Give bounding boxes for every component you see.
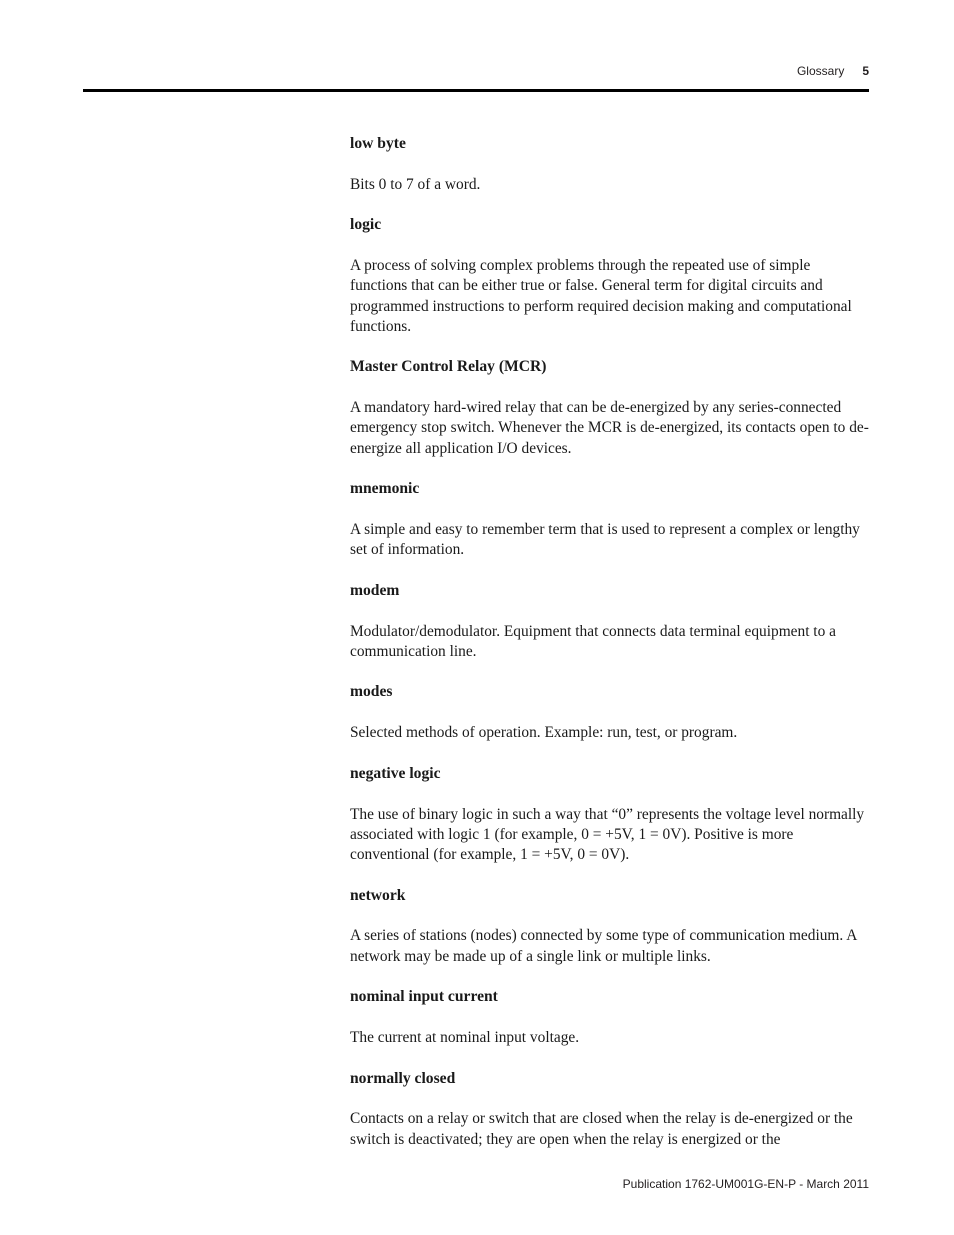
term-logic: logic	[350, 216, 382, 234]
definition-low-byte: Bits 0 to 7 of a word.	[350, 175, 481, 193]
glossary-body	[350, 134, 870, 1170]
term-negative-logic: negative logic	[350, 764, 441, 782]
definition-modem: Modulator/demodulator. Equipment that connects data terminal equipment to a communication line.	[350, 622, 836, 660]
definition-nominal-input-current: The current at nominal input voltage.	[350, 1028, 580, 1046]
definition-normally-closed: Contacts on a relay or switch that are closed when the relay is de-energized or the switch is deactivated; they are open when the relay is energized or the	[350, 1110, 853, 1148]
term-master-control-relay: Master Control Relay (MCR)	[350, 358, 547, 376]
definition-network: A series of stations (nodes) connected by some type of communication medium. A network may be made up of a single link or multiple links.	[350, 927, 857, 965]
definition-negative-logic: The use of binary logic in such a way that “0” represents the voltage level normally associated with logic 1 (for example, 0 = +5V, 1 = 0V). Positive is more conventional (for example, 1 = +5V, 0 = 0V).	[350, 805, 865, 863]
term-nominal-input-current: nominal input current	[350, 988, 498, 1006]
definition-master-control-relay: A mandatory hard-wired relay that can be de-energized by any series-connected emergency stop switch. Whenever the MCR is de-energized, its contacts open to de-energize all application I/O devices.	[350, 399, 869, 457]
definition-logic: A process of solving complex problems through the repeated use of simple functions that can be either true or false. General term for digital circuits and programmed instructions to perform required decision making and computational functions.	[350, 257, 852, 335]
definition-mnemonic: A simple and easy to remember term that is used to represent a complex or lengthy set of information.	[350, 520, 860, 559]
term-mnemonic: mnemonic	[350, 480, 420, 498]
page-header	[797, 64, 869, 78]
page-number: 5	[862, 64, 869, 78]
header-rule	[83, 89, 869, 92]
definition-modes: Selected methods of operation. Example: run, test, or program.	[350, 724, 738, 742]
term-modes: modes	[350, 683, 393, 701]
term-normally-closed: normally closed	[350, 1069, 456, 1087]
section-title: Glossary	[796, 64, 845, 78]
publication-footer: Publication 1762-UM001G-EN-P - March 2011	[622, 1177, 869, 1191]
term-modem: modem	[350, 581, 400, 599]
term-network: network	[350, 886, 406, 904]
term-low-byte: low byte	[350, 135, 406, 152]
